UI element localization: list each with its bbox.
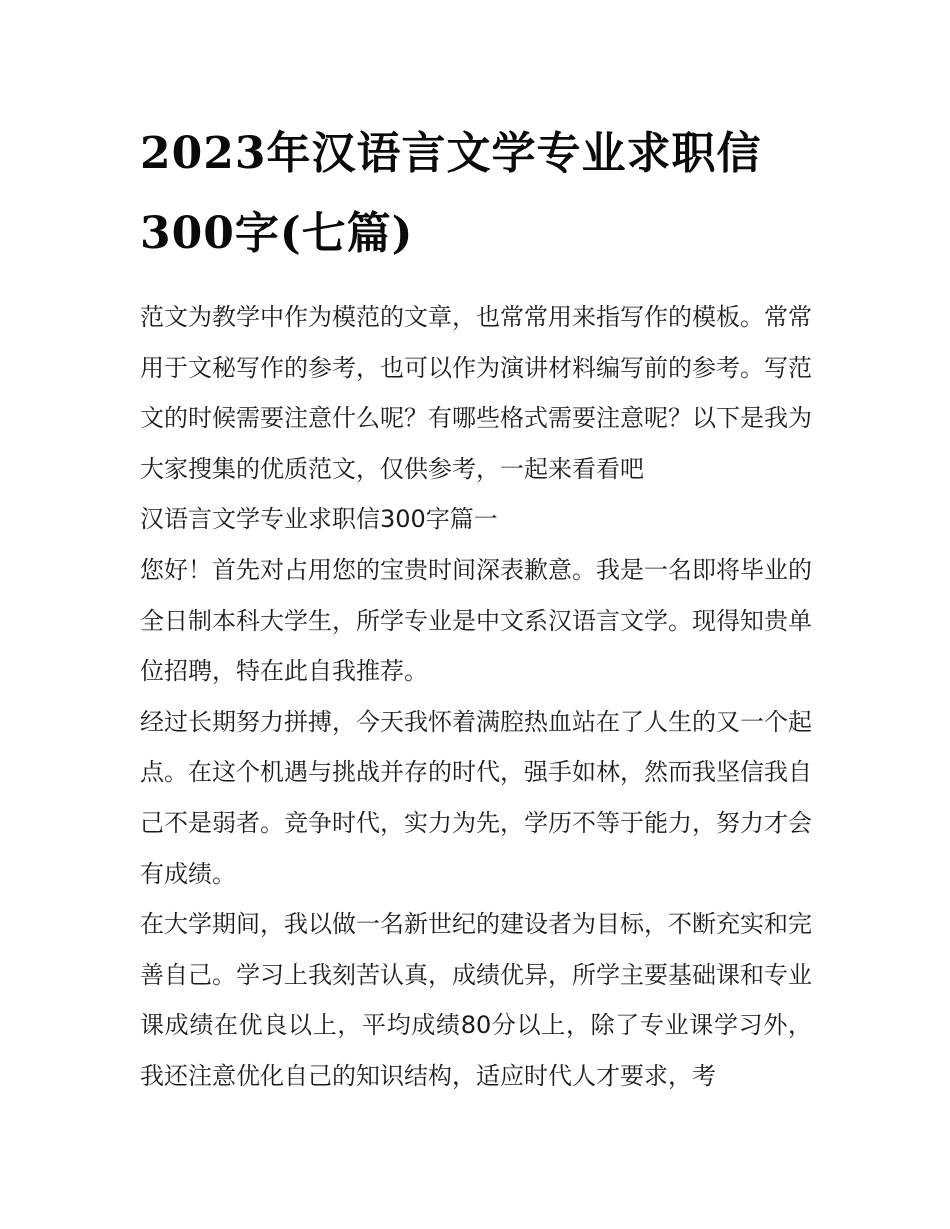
document-content <box>140 114 812 1102</box>
section-heading: 汉语言文学专业求职信300字篇一 <box>140 505 498 534</box>
document-title: 2023年汉语言文学专业求职信300字(七篇) <box>140 128 762 259</box>
body-paragraph: 在大学期间，我以做一名新世纪的建设者为目标，不断充实和完善自己。学习上我刻苦认真，成绩优异，所学主要基础课和专业课成绩在优良以上，平均成绩80分以上，除了专业课学习外，我还注意优化自己的知识结构，适应时代人才要求，考 <box>140 910 812 1090</box>
body-paragraph: 经过长期努力拼搏，今天我怀着满腔热血站在了人生的又一个起点。在这个机遇与挑战并存的时代，强手如林，然而我坚信我自己不是弱者。竞争时代，实力为先，学历不等于能力，努力才会有成绩。 <box>140 707 812 888</box>
document-body <box>140 292 812 1102</box>
intro-paragraph: 范文为教学中作为模范的文章，也常常用来指写作的模板。常常用于文秘写作的参考，也可以作为演讲材料编写前的参考。写范文的时候需要注意什么呢？有哪些格式需要注意呢？以下是我为大家搜集的优质范文，仅供参考，一起来看看吧 <box>140 303 812 483</box>
greeting-paragraph: 您好！首先对占用您的宝贵时间深表歉意。我是一名即将毕业的全日制本科大学生，所学专业是中文系汉语言文学。现得知贵单位招聘，特在此自我推荐。 <box>140 555 812 686</box>
